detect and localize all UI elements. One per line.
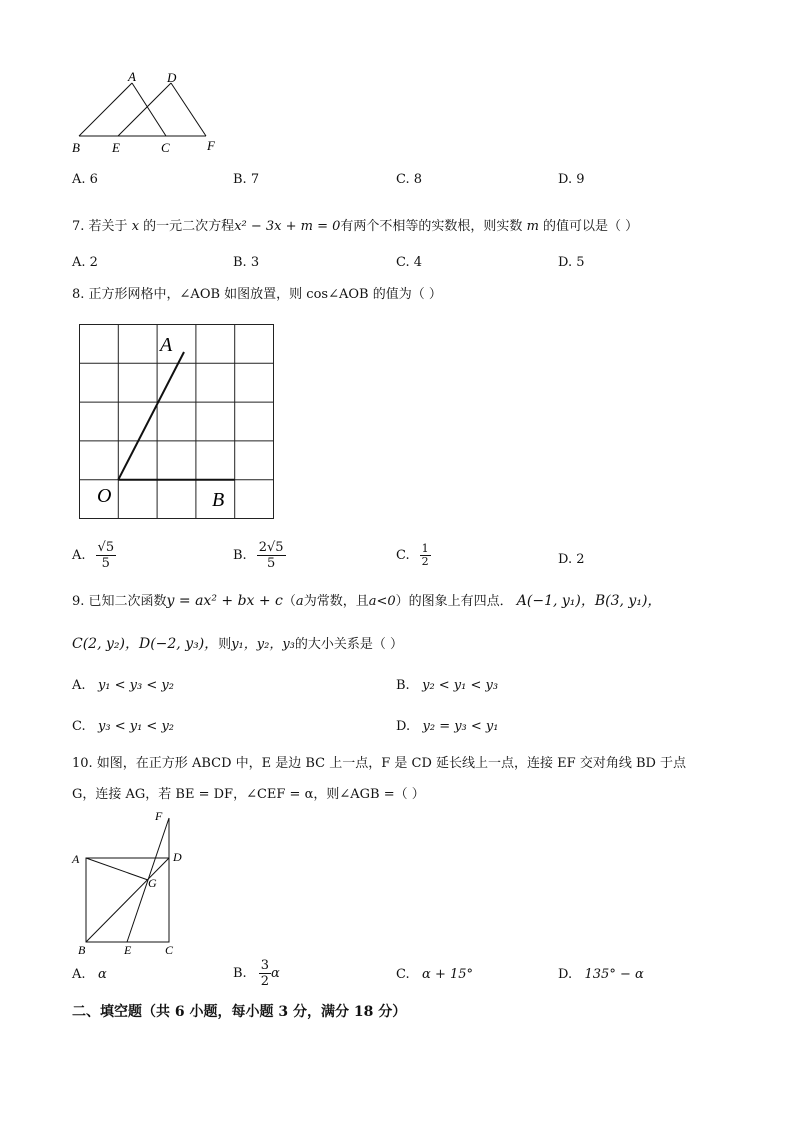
q6-option-c[interactable]: C. 8 xyxy=(396,172,423,187)
q7-option-a[interactable]: A. 2 xyxy=(72,255,98,270)
q9-points-cd: C(2, y₂)，D(−2, y₃)， xyxy=(72,636,219,652)
label-e: E xyxy=(112,140,120,155)
q10-option-b[interactable] xyxy=(233,958,280,989)
q8-option-a[interactable] xyxy=(72,540,116,571)
q8-option-c[interactable] xyxy=(396,543,431,568)
q9-ask: 的大小关系是（ ） xyxy=(294,637,404,652)
q9-points-ab: A(−1, y₁)，B(3, y₁)， xyxy=(516,593,662,609)
label-f: F xyxy=(207,138,215,153)
q9-four-points-text: ）的图象上有四点． xyxy=(395,594,513,609)
q9-option-d-value: y₂ = y₃ < y₁ xyxy=(422,719,499,734)
label-e: E xyxy=(124,943,132,956)
square-figure-q10 xyxy=(70,808,200,956)
q10-option-d-label: D. xyxy=(558,967,573,982)
q8-option-b[interactable] xyxy=(233,540,286,571)
segment-df xyxy=(171,83,206,136)
label-g: G xyxy=(148,876,157,890)
q7-end: 的值可以是（ ） xyxy=(543,219,639,234)
q10-option-c-value: α + 15° xyxy=(422,967,474,982)
q7-option-d[interactable]: D. 5 xyxy=(558,255,585,270)
label-a: A xyxy=(160,334,173,356)
q7-suffix: 有两个不相等的实数根，则实数 xyxy=(340,219,523,234)
q8-option-c-numerator: 1 xyxy=(421,542,429,555)
label-c: C xyxy=(161,140,170,155)
q10-option-c[interactable] xyxy=(396,966,473,984)
q9-var-a: a xyxy=(295,594,304,609)
q9-option-c-label: C. xyxy=(72,719,86,734)
q9-option-d-label: D. xyxy=(396,719,411,734)
q8-option-b-numerator: 2√5 xyxy=(258,540,284,555)
q10-question-line1: 10. 如图，在正方形 ABCD 中，E 是边 BC 上一点，F 是 CD 延长线上一点，连接 EF 交对角线 BD 于点 xyxy=(72,756,687,771)
q10-option-a-label: A. xyxy=(72,967,86,982)
segment-ed xyxy=(118,83,171,136)
label-f: F xyxy=(155,809,163,823)
q9-then: 则 xyxy=(218,637,232,652)
q7-equation: x² − 3x + m = 0 xyxy=(234,219,341,234)
ray-oa xyxy=(118,352,184,480)
q7-option-b[interactable]: B. 3 xyxy=(233,255,260,270)
q9-option-b[interactable] xyxy=(396,677,498,695)
q8-question: 8. 正方形网格中，∠AOB 如图放置，则 cos∠AOB 的值为（ ） xyxy=(72,287,442,302)
q10-option-a-value: α xyxy=(97,967,107,982)
q9-condition: a<0 xyxy=(368,594,396,609)
q9-paren-open: （ xyxy=(282,594,296,609)
q9-question-line1 xyxy=(72,592,661,611)
label-b: B xyxy=(212,489,225,511)
q7-mid: 的一元二次方程 xyxy=(143,219,235,234)
segment-ac xyxy=(132,83,166,136)
label-a: A xyxy=(72,852,80,866)
label-c: C xyxy=(165,943,174,956)
label-d: D xyxy=(167,70,177,85)
diagonal-bd xyxy=(86,858,169,942)
section-title-fill-in: 二、填空题（共 6 小题，每小题 3 分，满分 18 分） xyxy=(72,1004,407,1020)
q7-option-c[interactable]: C. 4 xyxy=(396,255,423,270)
q7-question xyxy=(72,218,638,236)
q9-vars: y₁，y₂，y₃ xyxy=(231,637,295,652)
q8-option-d[interactable]: D. 2 xyxy=(558,552,585,567)
q8-option-b-denominator: 5 xyxy=(266,556,276,571)
label-a: A xyxy=(128,69,136,84)
label-b: B xyxy=(72,140,80,155)
q10-option-b-numerator: 3 xyxy=(260,958,269,973)
q9-option-a[interactable] xyxy=(72,677,174,695)
q9-option-b-value: y₂ < y₁ < y₃ xyxy=(422,678,499,693)
q10-question-line2: G，连接 AG，若 BE = DF，∠CEF = α，则∠AGB =（ ） xyxy=(72,787,425,802)
q10-option-b-label: B. xyxy=(233,966,247,981)
q10-option-c-label: C. xyxy=(396,967,410,982)
q9-function: y = ax² + bx + c xyxy=(166,593,283,609)
q8-option-a-label: A. xyxy=(72,548,86,563)
q8-option-c-label: C. xyxy=(396,548,410,563)
q9-option-b-label: B. xyxy=(396,678,410,693)
q10-option-b-denominator: 2 xyxy=(260,974,269,989)
q9-question-line2 xyxy=(72,635,403,654)
label-o: O xyxy=(97,485,112,507)
q10-option-b-alpha: α xyxy=(270,966,280,981)
q10-option-d-value: 135° − α xyxy=(584,967,644,982)
q7-var-m: m xyxy=(526,219,539,234)
q8-option-c-denominator: 2 xyxy=(421,555,429,568)
q9-option-c[interactable] xyxy=(72,718,174,736)
q8-option-b-label: B. xyxy=(233,548,247,563)
q7-prefix: 7. 若关于 xyxy=(72,219,128,234)
segment-ag xyxy=(86,858,148,880)
segment-ba xyxy=(79,83,132,136)
q7-var-x: x xyxy=(131,219,140,234)
q8-option-a-numerator: √5 xyxy=(97,540,115,555)
q9-option-a-value: y₁ < y₃ < y₂ xyxy=(97,678,174,693)
q6-option-d[interactable]: D. 9 xyxy=(558,172,585,187)
triangle-figure-q6 xyxy=(60,62,230,162)
q8-option-a-denominator: 5 xyxy=(101,556,110,571)
label-d: D xyxy=(173,850,182,864)
q9-intro: 9. 已知二次函数 xyxy=(72,594,167,609)
q6-option-a[interactable]: A. 6 xyxy=(72,172,98,187)
label-b: B xyxy=(78,943,86,956)
q6-option-b[interactable]: B. 7 xyxy=(233,172,260,187)
q9-option-a-label: A. xyxy=(72,678,86,693)
q9-option-c-value: y₃ < y₁ < y₂ xyxy=(98,719,175,734)
q10-option-a[interactable] xyxy=(72,966,107,984)
q9-option-d[interactable] xyxy=(396,718,498,736)
grid-figure-q8 xyxy=(76,321,278,523)
q9-const-text: 为常数，且 xyxy=(303,594,369,609)
q10-option-d[interactable] xyxy=(558,966,644,984)
